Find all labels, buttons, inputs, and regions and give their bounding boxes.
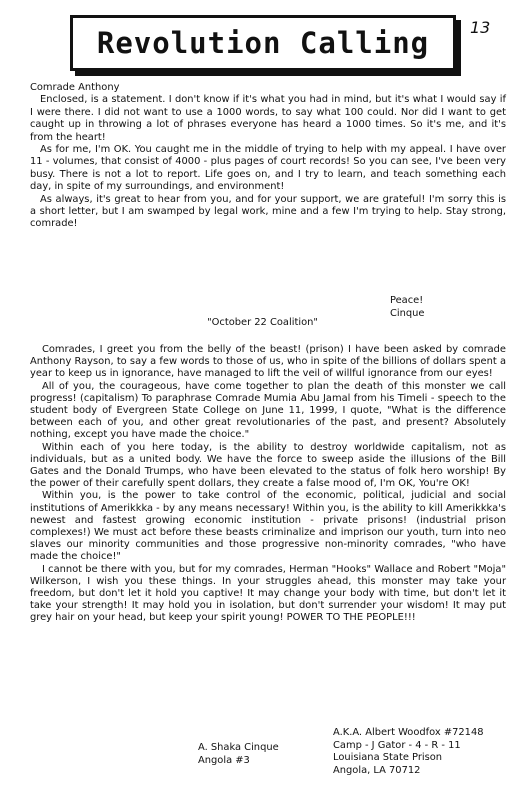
address-line: A.K.A. Albert Woodfox #72148 bbox=[333, 727, 484, 738]
letter-paragraph: As always, it's great to hear from you, and for your support, we are grateful! I'm sorry this is a short letter, but I am swamped by legal work, mine and a few I'm trying to help. Stay strong, comrade! bbox=[30, 193, 506, 230]
letter bbox=[30, 82, 506, 231]
speech-paragraph: I cannot be there with you, but for my comrades, Herman "Hooks" Wallace and Robert "Moja" Wilkerson, I wish you these things. In your struggles ahead, this monster may take your freedom, but don't let it hold you captive! It may change your body with time, but don't let it take your strength! It may hold you in isolation, but don't surrender your wisdom! It may put grey hair on your head, but keep your spirit young! POWER TO THE PEOPLE!!! bbox=[30, 563, 506, 624]
speech-paragraph: Comrades, I greet you from the belly of the beast! (prison) I have been asked by comrade Anthony Rayson, to say a few words to those of us, who in spite of the billions of dollars spent a year to keep us in ignorance, have managed to lift the veil of willful ignorance from our eyes! bbox=[30, 344, 506, 380]
address-line: Angola, LA 70712 bbox=[333, 764, 421, 776]
title-box bbox=[70, 15, 456, 71]
signature-address bbox=[333, 727, 484, 777]
letter-paragraph: Enclosed, is a statement. I don't know if it's what you had in mind, but it's what I would say if I were there. I did not want to use a 1000 words, to say what 100 could. Nor did I want to get caught up in throwing a lot of phrases everyone has heard a 1000 times. So it's me, and it's from the heart! bbox=[30, 94, 506, 143]
signoff-line: Cinque bbox=[390, 307, 425, 319]
speech-title: "October 22 Coalition" bbox=[207, 317, 318, 328]
speech-paragraph: Within each of you here today, is the ability to destroy worldwide capitalism, not as individuals, but as a united body. We have the force to sweep aside the illusions of the Bill Gates and the Donald Trumps, who have been elevated to the status of folk hero worship! By the power of their carefully spent dollars, they create a false mood of, I'm OK, You're OK! bbox=[30, 441, 506, 490]
page-number: 13 bbox=[470, 18, 491, 37]
signature-name: A. Shaka Cinque bbox=[198, 742, 279, 753]
speech-paragraph: All of you, the courageous, have come together to plan the death of this monster we call progress! (capitalism) To paraphrase Comrade Mumia Abu Jamal from his Timeli - speech to the student body of Evergreen State College on June 11, 1999, I quote, "What is the difference between each of you, and other great revolutionaries of the past, and present? Absolutely nothing, except you have made the choice." bbox=[30, 380, 506, 441]
letter-paragraph: As for me, I'm OK. You caught me in the middle of trying to help with my appeal. I have over 11 - volumes, that consist of 4000 - plus pages of court records! So you can see, I've been very busy. There is not a lot to report. Life goes on, and I try to learn, and teach something each day, in spite of my surroundings, and environment! bbox=[30, 144, 506, 193]
letter-salutation: Comrade Anthony bbox=[30, 82, 120, 93]
signoff-line: Peace! bbox=[390, 295, 424, 306]
speech-paragraph: Within you, is the power to take control of the economic, political, judicial and social institutions of Amerikkka - by any means necessary! Within you, is the ability to kill Amerikkka's newest and fastest growing economic institution - private prisons! (industrial prison complexes!) We must act before these beasts criminalize and imprison our youth, turn into neo slaves our minority communities and those progressive non-minority comrades, "who have made the choice!" bbox=[30, 490, 506, 563]
address-line: Louisiana State Prison bbox=[333, 752, 443, 763]
signature-affiliation: Angola #3 bbox=[198, 754, 250, 766]
signature-left bbox=[198, 742, 279, 767]
page-title: Revolution Calling bbox=[96, 26, 430, 60]
speech bbox=[30, 344, 506, 625]
address-line: Camp - J Gator - 4 - R - 11 bbox=[333, 739, 461, 751]
